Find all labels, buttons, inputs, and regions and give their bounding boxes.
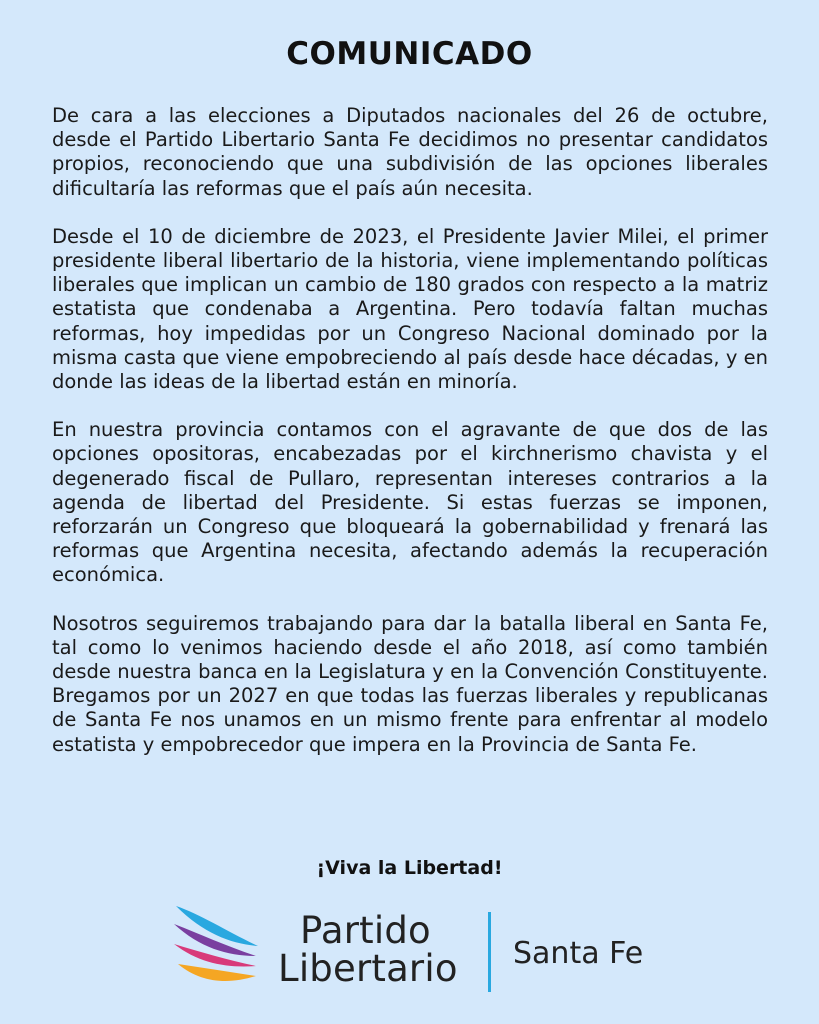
paragraph: De cara a las elecciones a Diputados nacionales del 26 de octubre, desde el Partido Libertario Santa Fe decidimos no presentar candidatos propios, reconociendo que una subdivisión de las opciones liberales dificultaría las reformas que el país aún necesita. <box>52 104 768 200</box>
closing-slogan: ¡Viva la Libertad! <box>316 857 503 879</box>
paragraph: En nuestra provincia contamos con el agravante de que dos de las opciones opositoras, encabezadas por el kirchnerismo chavista y el degenerado fiscal de Pullaro, representan intereses contrarios a la agenda de libertad del Presidente. Si estas fuerzas se imponen, reforzarán un Congreso que bloqueará la gobernabilidad y frenará las reformas que Argentina necesita, afectando además la recuperación económica. <box>52 418 768 587</box>
statement-body <box>52 104 768 781</box>
logo-divider <box>488 912 491 992</box>
wings-logo-icon <box>170 904 262 988</box>
logo-text-line1: Partido <box>300 909 431 952</box>
paragraph: Desde el 10 de diciembre de 2023, el Presidente Javier Milei, el primer presidente liberal libertario de la historia, viene implementando políticas liberales que implican un cambio de 180 grados con respecto a la matriz estatista que condenaba a Argentina. Pero todavía faltan muchas reformas, hoy impedidas por un Congreso Nacional dominado por la misma casta que viene empobreciendo al país desde hace décadas, y en donde las ideas de la libertad están en minoría. <box>52 224 768 394</box>
paragraph: Nosotros seguiremos trabajando para dar la batalla liberal en Santa Fe, tal como lo venimos haciendo desde el año 2018, así como también desde nuestra banca en la Legislatura y en la Convención Constituyente. Bregamos por un 2027 en que todas las fuerzas liberales y republicanas de Santa Fe nos unamos en un mismo frente para enfrentar al modelo estatista y empobrecedor que impera en la Provincia de Santa Fe. <box>52 611 768 756</box>
logo-party-name <box>278 909 458 990</box>
logo-text-line2: Libertario <box>278 947 458 990</box>
logo-region: Santa Fe <box>513 936 644 971</box>
party-logo <box>170 900 670 1000</box>
page-title: COMUNICADO <box>286 36 533 72</box>
